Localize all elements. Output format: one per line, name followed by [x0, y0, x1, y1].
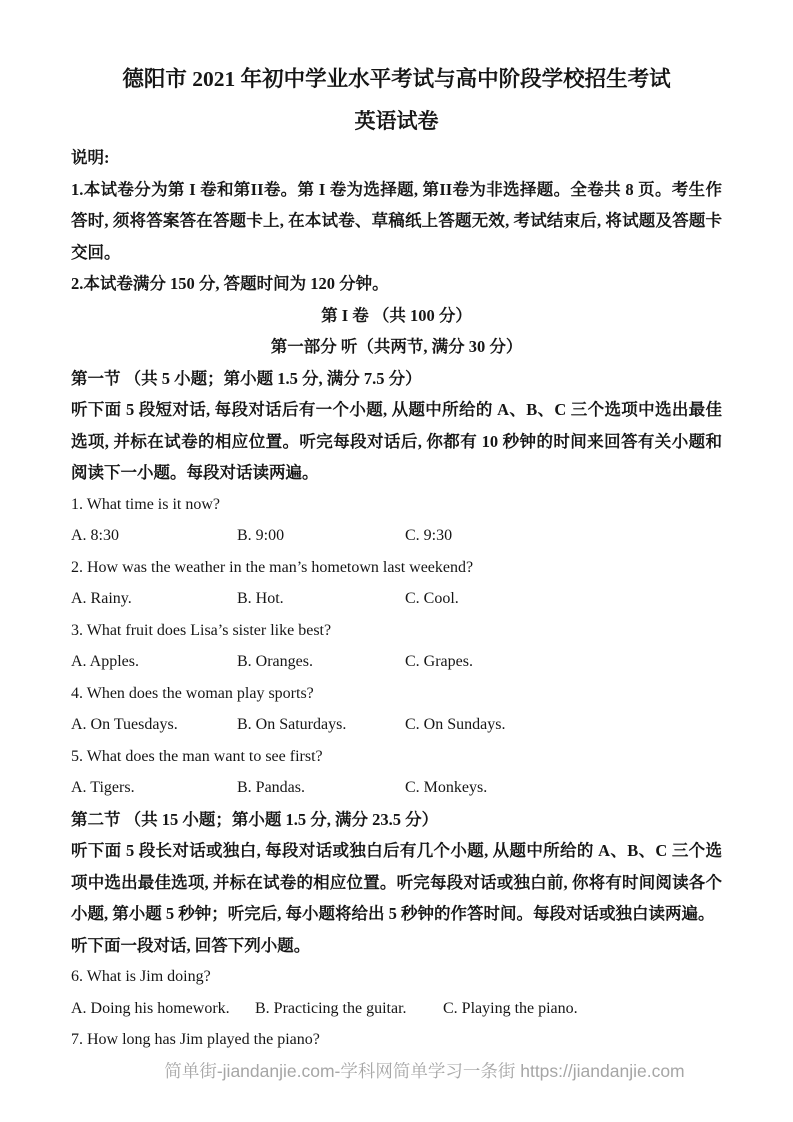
- question-5-options: [71, 772, 722, 804]
- question-6-options: [71, 993, 722, 1025]
- page-subtitle: 英语试卷: [354, 109, 439, 133]
- option-c: C. 9:30: [405, 527, 453, 544]
- option-c: C. On Sundays.: [405, 716, 506, 733]
- question-1-text: 1. What time is it now?: [71, 495, 221, 513]
- option-a: A. Apples.: [71, 653, 139, 670]
- option-c: C. Monkeys.: [405, 779, 488, 796]
- option-a: A. Rainy.: [71, 590, 132, 607]
- option-c: C. Grapes.: [405, 653, 473, 670]
- question-4-options: [71, 709, 722, 741]
- question-4-text: 4. When does the woman play sports?: [71, 684, 314, 702]
- option-a: A. Tigers.: [71, 779, 135, 796]
- section1-instructions: 听下面 5 段短对话, 每段对话后有一个小题, 从题中所给的 A、B、C 三个选项中选出最佳选项, 并标在试卷的相应位置。听完每段对话后, 你都有 10 秒钟的时间来回答有关小题和阅读下一小题。每段对话读两遍。: [71, 400, 722, 482]
- section1-heading: 第一节 （共 5 小题；第小题 1.5 分, 满分 7.5 分）: [71, 368, 422, 388]
- question-7-text: 7. How long has Jim played the piano?: [71, 1031, 320, 1048]
- section2-passage-intro: 听下面一段对话, 回答下列小题。: [71, 935, 311, 955]
- question-3-options: [71, 646, 722, 678]
- question-2-text: 2. How was the weather in the man’s hometown last weekend?: [71, 558, 474, 576]
- option-a: A. On Tuesdays.: [71, 716, 178, 733]
- question-5-text: 5. What does the man want to see first?: [71, 747, 323, 765]
- page-title: 德阳市 2021 年初中学业水平考试与高中阶段学校招生考试: [122, 67, 671, 91]
- volume1-header: 第 I 卷 （共 100 分）: [321, 305, 472, 325]
- option-c: C. Cool.: [405, 590, 459, 607]
- option-b: B. On Saturdays.: [237, 716, 347, 733]
- option-b: B. Practicing the guitar.: [255, 999, 407, 1017]
- section2-instructions: 听下面 5 段长对话或独白, 每段对话或独白后有几个小题, 从题中所给的 A、B、C 三个选项中选出最佳选项, 并标在试卷的相应位置。听完每段对话或独白前, 你将有时间阅读各个小题, 第小题 5 秒钟；听完后, 每小题将给出 5 秒钟的作答时间。每段对话或独白读两遍。: [71, 841, 723, 923]
- option-b: B. Pandas.: [237, 779, 305, 796]
- watermark-footer: 简单街-jiandanjie.com-学科网简单学习一条街 https://jiandanjie.com: [164, 1061, 685, 1081]
- question-2-options: [71, 583, 722, 615]
- question-6-text: 6. What is Jim doing?: [71, 968, 211, 985]
- note-item-2: 2.本试卷满分 150 分, 答题时间为 120 分钟。: [71, 274, 389, 293]
- option-a: A. 8:30: [71, 527, 119, 544]
- option-c: C. Playing the piano.: [443, 999, 578, 1017]
- notes-heading: 说明:: [71, 148, 110, 167]
- section2-heading: 第二节 （共 15 小题；第小题 1.5 分, 满分 23.5 分）: [71, 809, 439, 829]
- question-1-options: [71, 520, 722, 552]
- part1-header: 第一部分 听（共两节, 满分 30 分）: [270, 337, 523, 356]
- option-b: B. Hot.: [237, 590, 284, 607]
- option-b: B. 9:00: [237, 527, 285, 544]
- note-item-1: 1.本试卷分为第 I 卷和第II卷。第 I 卷为选择题, 第II卷为非选择题。全卷共 8 页。考生作答时, 须将答案答在答题卡上, 在本试卷、草稿纸上答题无效, 考试结束后, 将试题及答题卡交回。: [71, 179, 722, 262]
- question-3-text: 3. What fruit does Lisa’s sister like best?: [71, 621, 332, 639]
- option-b: B. Oranges.: [237, 653, 313, 670]
- option-a: A. Doing his homework.: [71, 999, 230, 1017]
